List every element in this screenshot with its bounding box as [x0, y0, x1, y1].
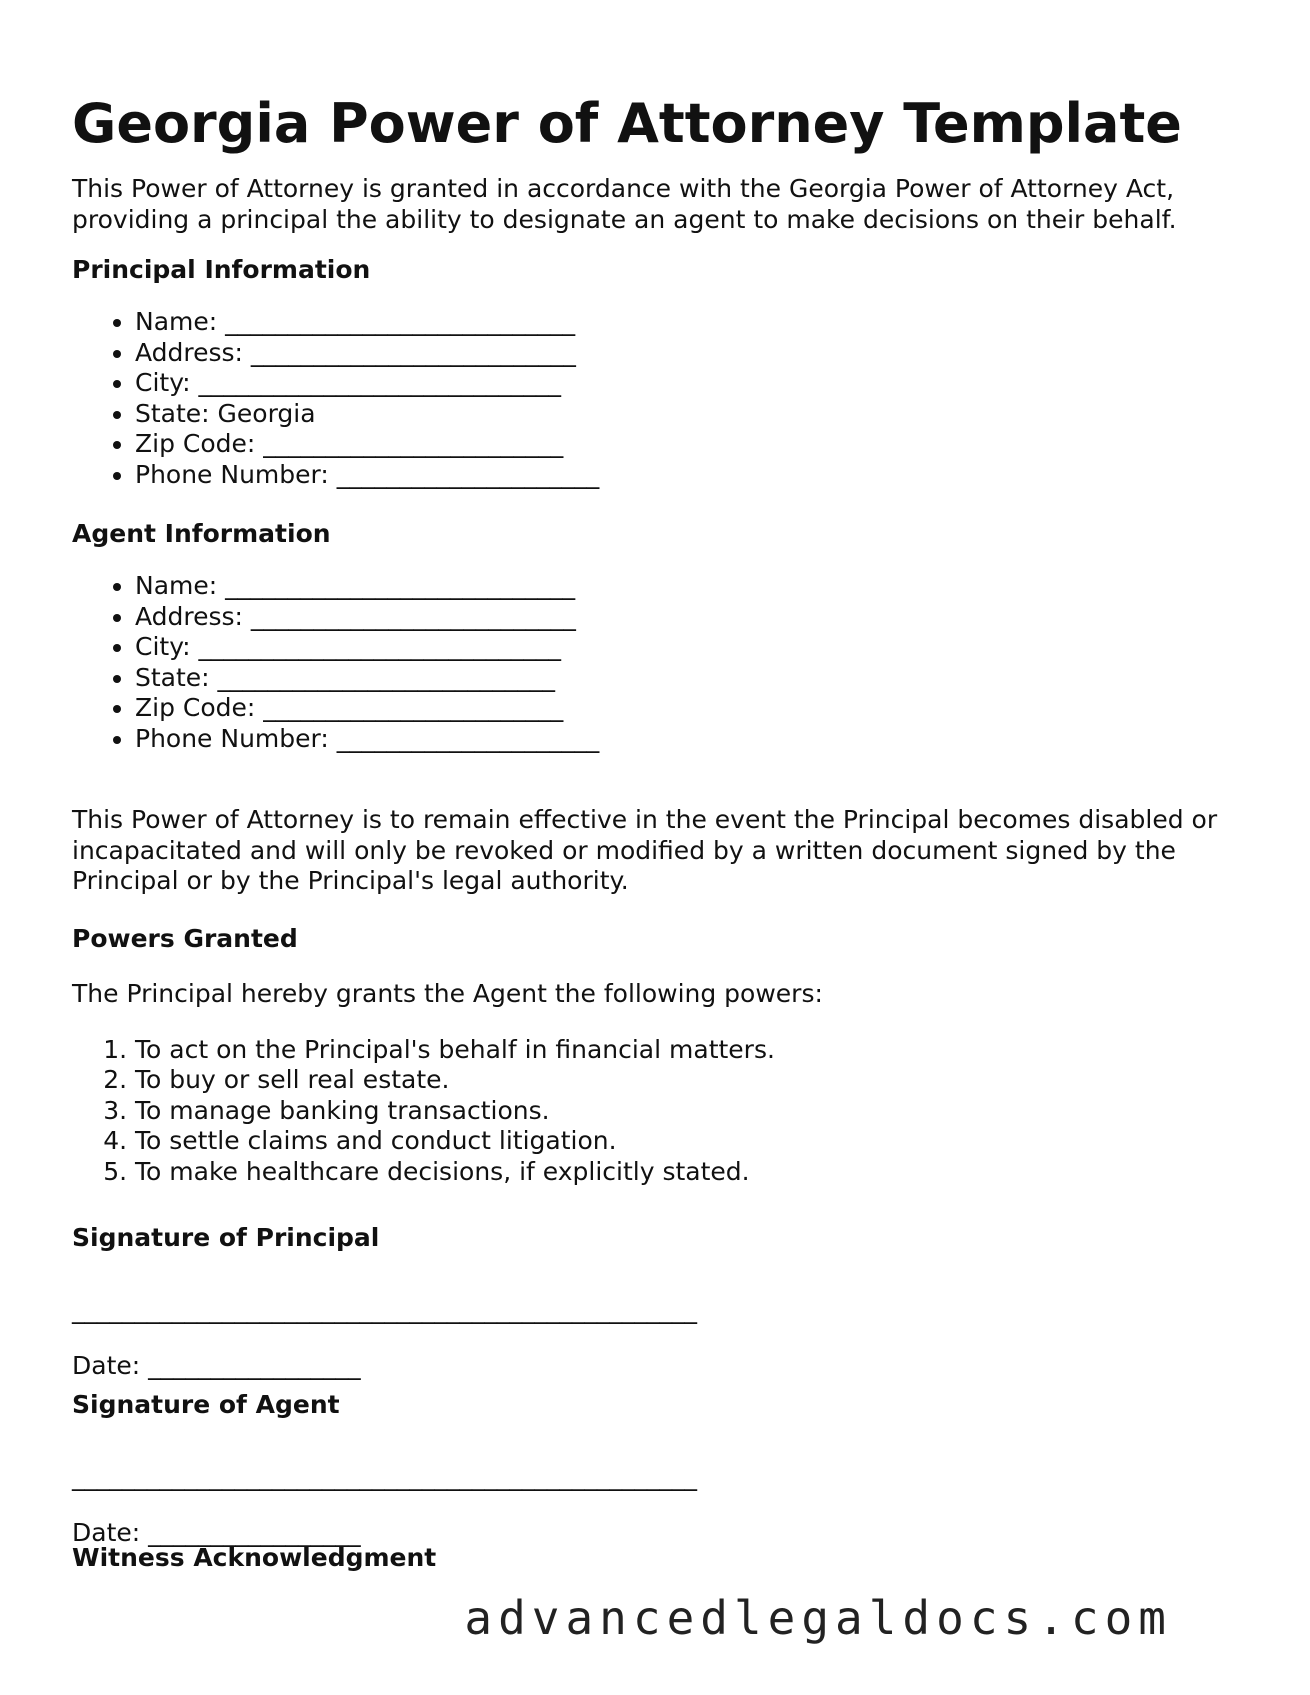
power-item-litigation: 4. To settle claims and conduct litigation. [135, 1126, 1252, 1157]
effective-clause-block [72, 805, 1252, 897]
power-item-banking: 3. To manage banking transactions. [135, 1096, 1252, 1127]
agent-signature-line: __________________________________________________ [72, 1462, 697, 1491]
principal-signature-section [72, 1223, 1252, 1381]
agent-list [72, 571, 1252, 754]
powers-list [72, 1035, 1252, 1188]
agent-state-item: • State: ___________________________ [135, 663, 1252, 694]
agent-phone-item: • Phone Number: _____________________ [135, 724, 1252, 755]
principal-zip-item: • Zip Code: ________________________ [135, 429, 1252, 460]
agent-signature-heading: Signature of Agent [72, 1390, 340, 1419]
witness-section [72, 1543, 1252, 1573]
principal-address-item: • Address: __________________________ [135, 338, 1252, 369]
powers-lead: The Principal hereby grants the Agent the following powers: [72, 979, 823, 1008]
powers-section [72, 924, 1252, 1187]
principal-section [72, 255, 1252, 490]
agent-city-item: • City: _____________________________ [135, 632, 1252, 663]
intro-block [72, 174, 1252, 235]
principal-signature-heading: Signature of Principal [72, 1223, 380, 1252]
principal-list [72, 307, 1252, 490]
principal-phone-item: • Phone Number: _____________________ [135, 460, 1252, 491]
principal-city-item: • City: _____________________________ [135, 368, 1252, 399]
agent-section [72, 519, 1252, 754]
document-title: Georgia Power of Attorney Template [72, 92, 1182, 155]
agent-heading: Agent Information [72, 519, 331, 548]
power-item-real-estate: 2. To buy or sell real estate. [135, 1065, 1252, 1096]
principal-heading: Principal Information [72, 255, 371, 284]
principal-state-item: • State: Georgia [135, 399, 1252, 430]
intro-paragraph: This Power of Attorney is granted in accordance with the Georgia Power of Attorney Act, providing a principal the ability to designate an agent to make decisions on their behalf. [72, 174, 1177, 234]
powers-heading: Powers Granted [72, 924, 298, 953]
principal-date-line: Date: _________________ [72, 1351, 361, 1380]
agent-date-line: Date: _________________ [72, 1518, 361, 1547]
power-item-healthcare: 5. To make healthcare decisions, if explicitly stated. [135, 1157, 1252, 1188]
effective-clause: This Power of Attorney is to remain effective in the event the Principal becomes disabled or incapacitated and will only be revoked or modified by a written document signed by the Principal or by the Principal's legal authority. [72, 805, 1218, 895]
witness-heading: Witness Acknowledgment [72, 1543, 437, 1572]
power-item-financial: 1. To act on the Principal's behalf in financial matters. [135, 1035, 1252, 1066]
principal-signature-line: __________________________________________________ [72, 1295, 697, 1324]
agent-zip-item: • Zip Code: ________________________ [135, 693, 1252, 724]
agent-name-item: • Name: ____________________________ [135, 571, 1252, 602]
principal-name-item: • Name: ____________________________ [135, 307, 1252, 338]
agent-address-item: • Address: __________________________ [135, 602, 1252, 633]
watermark-text: advancedlegaldocs.com [464, 1591, 1172, 1645]
agent-signature-section [72, 1390, 1252, 1548]
